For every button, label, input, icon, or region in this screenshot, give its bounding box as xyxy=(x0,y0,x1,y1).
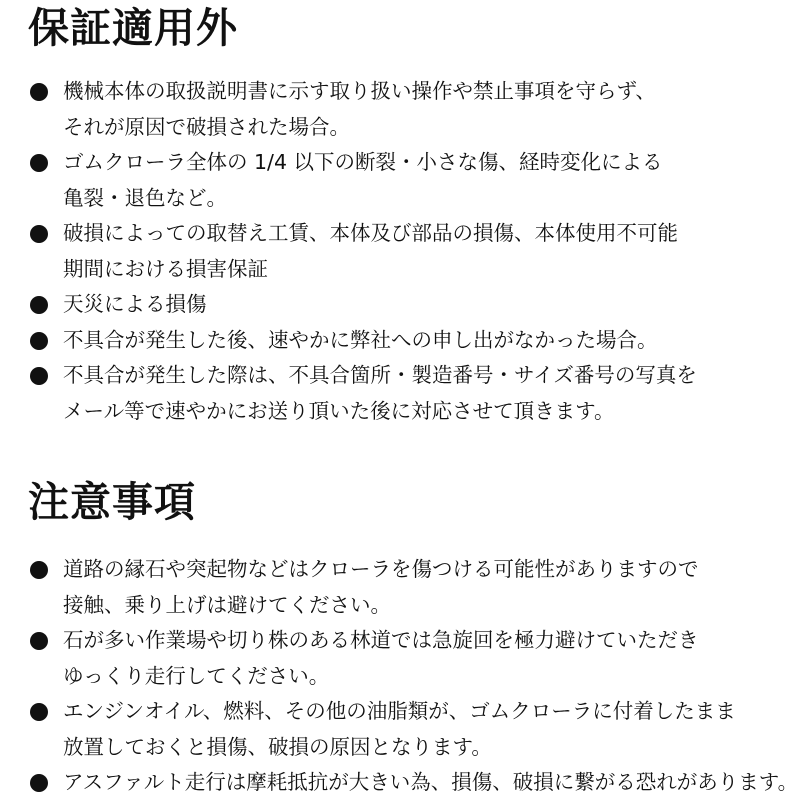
item-line: 天災による損傷 xyxy=(63,292,207,316)
bullet-icon xyxy=(30,561,48,579)
list-item xyxy=(0,694,800,765)
cautions-list xyxy=(0,552,800,801)
cautions-section xyxy=(0,474,800,801)
list-item xyxy=(0,145,800,216)
item-line: エンジンオイル、燃料、その他の油脂類が、ゴムクローラに付着したまま xyxy=(63,699,736,723)
list-item xyxy=(0,623,800,694)
item-line: ゆっくり走行してください。 xyxy=(63,663,330,688)
item-line: 不具合が発生した後、速やかに弊社への申し出がなかった場合。 xyxy=(63,327,658,352)
item-line: 期間における損害保証 xyxy=(63,256,268,281)
list-item xyxy=(0,765,800,801)
item-line: アスファルト走行は摩耗抵抗が大きい為、損傷、破損に繋がる恐れがあります。 xyxy=(63,770,799,794)
list-item xyxy=(0,552,800,623)
cautions-heading: 注意事項 xyxy=(28,478,196,526)
bullet-icon xyxy=(30,154,48,172)
bullet-icon xyxy=(30,367,48,385)
item-line: ゴムクローラ全体の 1/4 以下の断裂・小さな傷、経時変化による xyxy=(63,150,663,174)
item-line: それが原因で破損された場合。 xyxy=(63,114,350,139)
list-item xyxy=(0,74,800,145)
item-line: メール等で速やかにお送り頂いた後に対応させて頂きます。 xyxy=(63,398,615,423)
bullet-icon xyxy=(30,83,48,101)
item-line: 道路の縁石や突起物などはクローラを傷つける可能性がありますので xyxy=(63,557,699,581)
list-item xyxy=(0,216,800,287)
list-item xyxy=(0,358,800,429)
item-line: 石が多い作業場や切り株のある林道では急旋回を極力避けていただき xyxy=(63,628,699,652)
bullet-icon xyxy=(30,703,48,721)
bullet-icon xyxy=(30,774,48,792)
item-line: 接触、乗り上げは避けてください。 xyxy=(63,592,391,617)
warranty-exclusions-heading: 保証適用外 xyxy=(28,4,238,52)
list-item xyxy=(0,287,800,323)
item-line: 破損によっての取替え工賃、本体及び部品の損傷、本体使用不可能 xyxy=(63,221,678,245)
list-item xyxy=(0,323,800,359)
warranty-exclusions-list xyxy=(0,74,800,429)
item-line: 放置しておくと損傷、破損の原因となります。 xyxy=(63,734,492,759)
bullet-icon xyxy=(30,296,48,314)
item-line: 不具合が発生した際は、不具合箇所・製造番号・サイズ番号の写真を xyxy=(63,363,697,387)
bullet-icon xyxy=(30,632,48,650)
bullet-icon xyxy=(30,332,48,350)
bullet-icon xyxy=(30,225,48,243)
item-line: 機械本体の取扱説明書に示す取り扱い操作や禁止事項を守らず、 xyxy=(63,79,656,103)
item-line: 亀裂・退色など。 xyxy=(63,185,227,210)
